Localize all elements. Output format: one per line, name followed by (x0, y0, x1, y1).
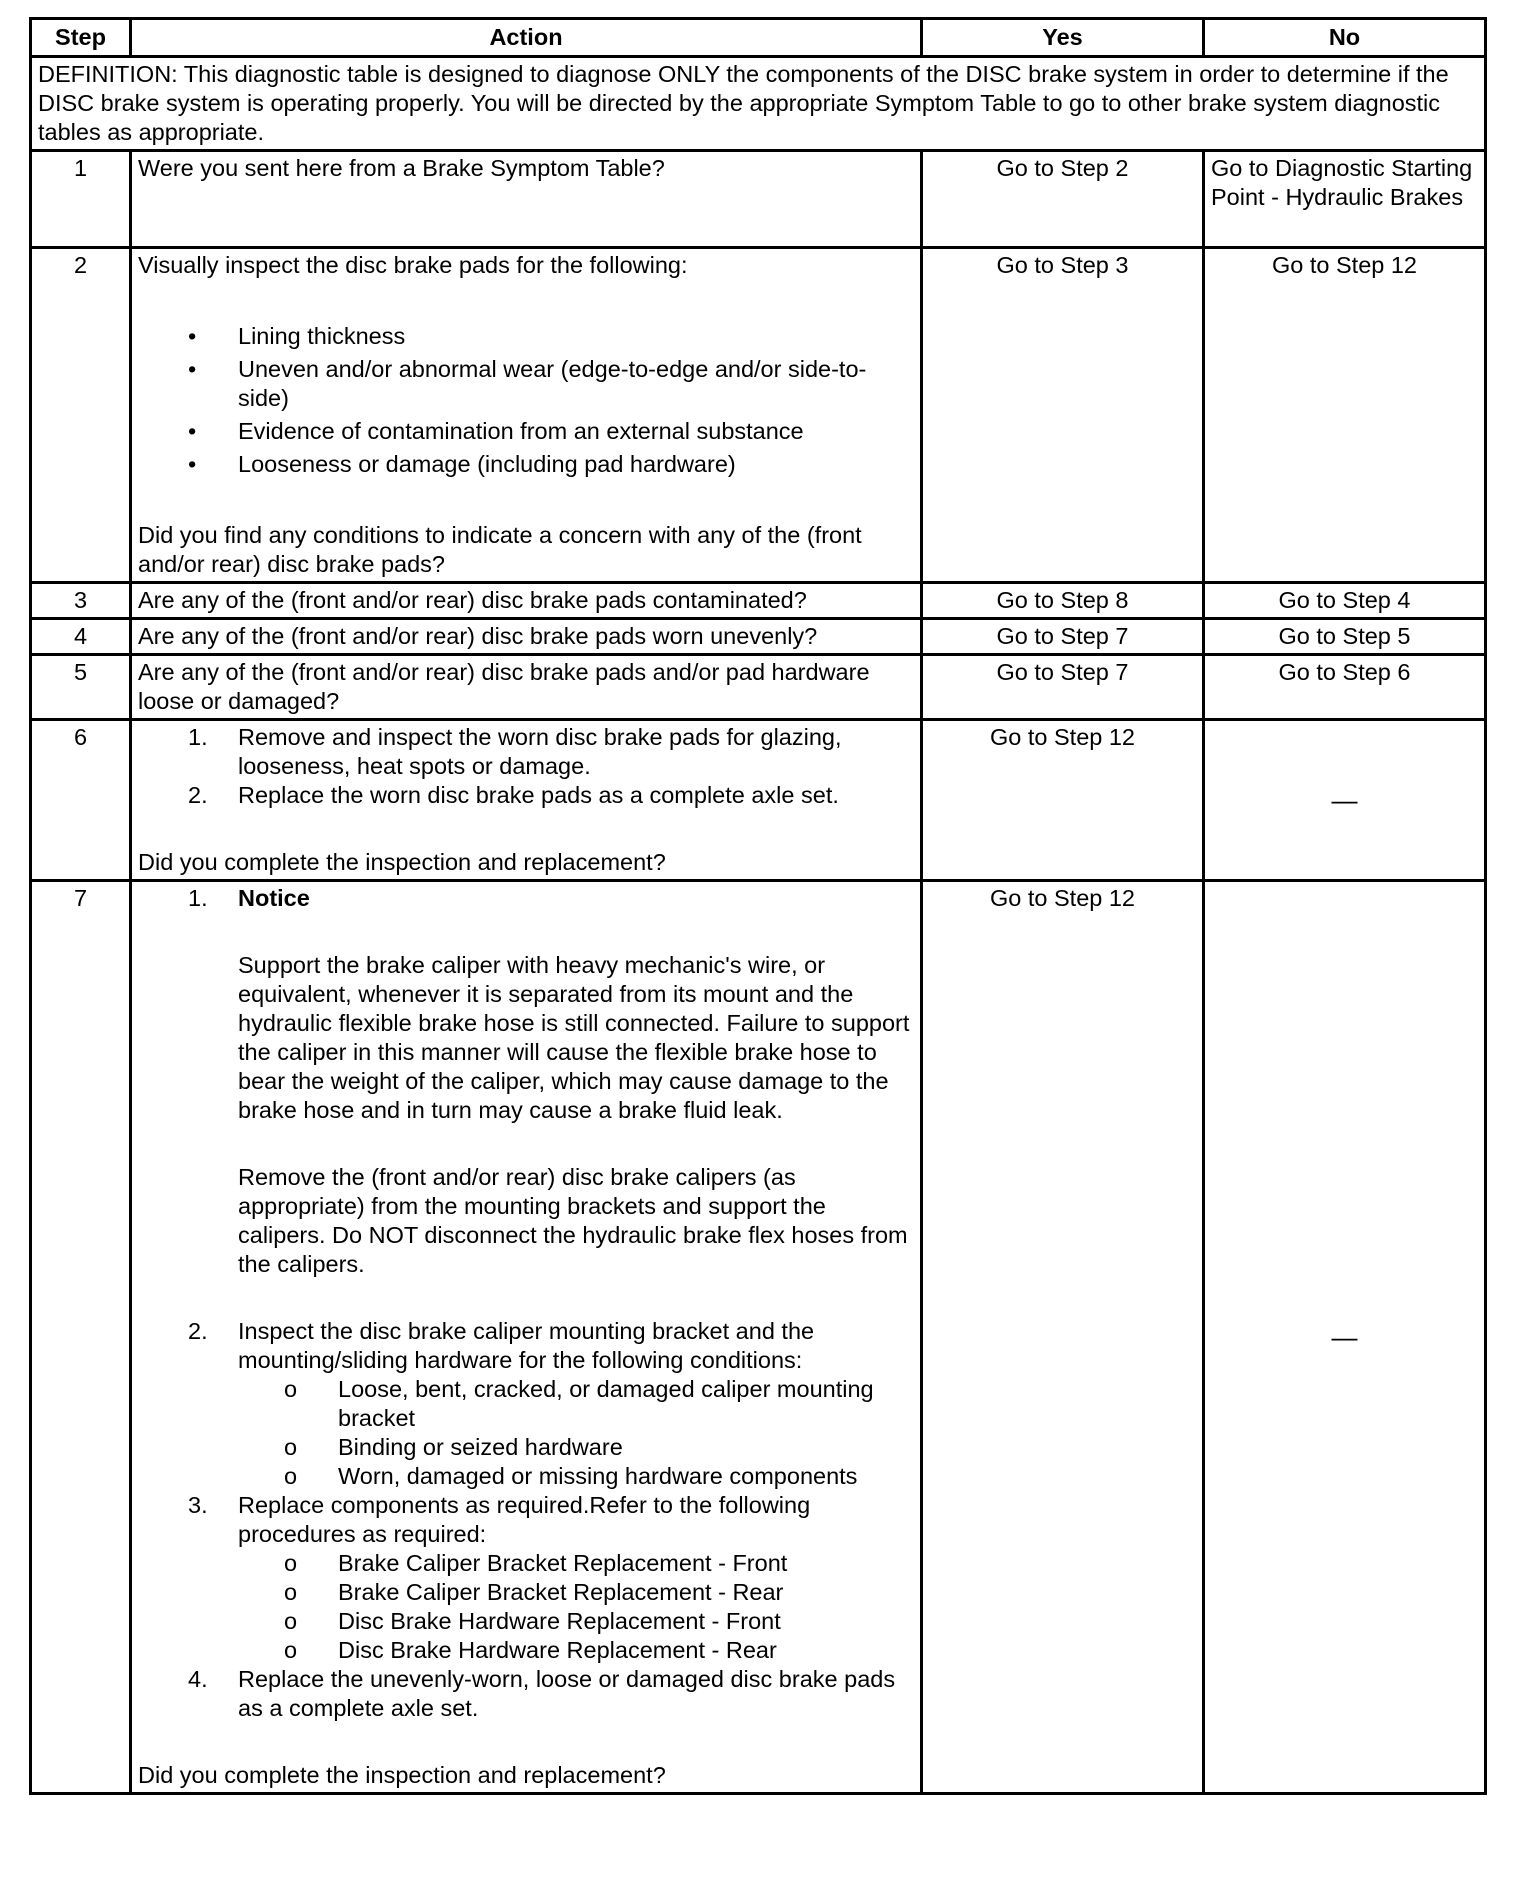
item-number: 2. (188, 1318, 208, 1344)
table-row (31, 248, 1486, 583)
list-item (138, 1665, 914, 1723)
diagnostic-table (29, 17, 1487, 1795)
step-number: 1 (31, 151, 131, 248)
item-number: 3. (188, 1492, 208, 1518)
list-item: • Looseness or damage (including pad hardware) (138, 450, 914, 479)
item-number: 1. (188, 724, 208, 750)
inspection-list (138, 322, 914, 479)
sub-list-item: o Loose, bent, cracked, or damaged caliper mounting bracket (138, 1375, 914, 1433)
table-row (31, 151, 1486, 248)
list-item (138, 781, 914, 810)
action-cell (131, 720, 922, 881)
item-text: Remove the (front and/or rear) disc brake calipers (as appropriate) from the mounting brackets and support the calipers. Do NOT disconnect the hydraulic brake flex hoses from the calipers. (238, 1164, 908, 1277)
sub-list-item: o Worn, damaged or missing hardware components (138, 1462, 914, 1491)
definition-row (31, 57, 1486, 151)
list-item (138, 884, 914, 1317)
item-text: Inspect the disc brake caliper mounting bracket and the mounting/sliding hardware for the following conditions: (238, 1318, 815, 1373)
list-item (138, 1491, 914, 1665)
sub-list-item: o Disc Brake Hardware Replacement - Rear (138, 1636, 914, 1665)
step-number: 2 (31, 248, 131, 583)
step-number: 6 (31, 720, 131, 881)
action-cell: Are any of the (front and/or rear) disc brake pads and/or pad hardware loose or damaged? (131, 655, 922, 720)
sub-list (138, 1375, 914, 1491)
header-no: No (1204, 19, 1486, 57)
action-intro: Visually inspect the disc brake pads for the following: (138, 252, 688, 278)
no-cell: Go to Step 12 (1204, 248, 1486, 583)
header-yes: Yes (922, 19, 1204, 57)
item-number: 1. (188, 885, 208, 911)
no-cell: — (1204, 720, 1486, 881)
step-number: 4 (31, 619, 131, 655)
yes-cell: Go to Step 7 (922, 655, 1204, 720)
step-number: 7 (31, 881, 131, 1794)
list-item: • Evidence of contamination from an external substance (138, 417, 914, 446)
table-row (31, 881, 1486, 1794)
no-cell: — (1204, 881, 1486, 1794)
no-cell: Go to Step 4 (1204, 583, 1486, 619)
yes-cell: Go to Step 8 (922, 583, 1204, 619)
table-row (31, 720, 1486, 881)
action-cell: Are any of the (front and/or rear) disc brake pads worn unevenly? (131, 619, 922, 655)
list-item: • Uneven and/or abnormal wear (edge-to-edge and/or side-to-side) (138, 355, 914, 413)
action-cell (131, 248, 922, 583)
table-row (31, 583, 1486, 619)
table-row (31, 655, 1486, 720)
action-question: Did you find any conditions to indicate a concern with any of the (front and/or rear) disc brake pads? (138, 522, 862, 577)
notice-text: Support the brake caliper with heavy mechanic's wire, or equivalent, whenever it is separated from its mount and the hydraulic flexible brake hose is still connected. Failure to support the caliper in this manner will cause the flexible brake hose to bear the weight of the caliper, which may cause damage to the brake hose and in turn may cause a brake fluid leak. (238, 952, 910, 1123)
sub-list-item: o Binding or seized hardware (138, 1433, 914, 1462)
header-action: Action (131, 19, 922, 57)
step-number: 5 (31, 655, 131, 720)
action-question: Did you complete the inspection and replacement? (138, 1762, 666, 1788)
header-row (31, 19, 1486, 57)
action-question: Did you complete the inspection and replacement? (138, 849, 666, 875)
definition-text: DEFINITION: This diagnostic table is designed to diagnose ONLY the components of the DISC brake system in order to determine if the DISC brake system is operating properly. You will be directed by the appropriate Symptom Table to go to other brake system diagnostic tables as appropriate. (31, 57, 1486, 151)
header-step: Step (31, 19, 131, 57)
yes-cell: Go to Step 7 (922, 619, 1204, 655)
item-text: Replace components as required.Refer to the following procedures as required: (238, 1492, 811, 1547)
procedure-list (138, 884, 914, 1723)
list-item (138, 1317, 914, 1491)
sub-list-item: o Disc Brake Hardware Replacement - Front (138, 1607, 914, 1636)
sub-list (138, 1549, 914, 1665)
no-cell: Go to Diagnostic Starting Point - Hydraulic Brakes (1204, 151, 1486, 248)
item-number: 2. (188, 782, 208, 808)
notice-title: Notice (238, 885, 310, 911)
action-cell (131, 881, 922, 1794)
yes-cell: Go to Step 12 (922, 720, 1204, 881)
list-item (138, 723, 914, 781)
yes-cell: Go to Step 3 (922, 248, 1204, 583)
procedure-list (138, 723, 914, 810)
no-cell: Go to Step 5 (1204, 619, 1486, 655)
action-cell: Are any of the (front and/or rear) disc brake pads contaminated? (131, 583, 922, 619)
item-number: 4. (188, 1666, 208, 1692)
item-text: Replace the unevenly-worn, loose or damaged disc brake pads as a complete axle set. (238, 1666, 896, 1721)
list-item: • Lining thickness (138, 322, 914, 351)
yes-cell: Go to Step 12 (922, 881, 1204, 1794)
step-number: 3 (31, 583, 131, 619)
sub-list-item: o Brake Caliper Bracket Replacement - Rear (138, 1578, 914, 1607)
yes-cell: Go to Step 2 (922, 151, 1204, 248)
item-text: Remove and inspect the worn disc brake pads for glazing, looseness, heat spots or damage. (238, 724, 842, 779)
action-cell: Were you sent here from a Brake Symptom Table? (131, 151, 922, 248)
no-cell: Go to Step 6 (1204, 655, 1486, 720)
table-row (31, 619, 1486, 655)
item-text: Replace the worn disc brake pads as a complete axle set. (238, 782, 839, 808)
sub-list-item: o Brake Caliper Bracket Replacement - Front (138, 1549, 914, 1578)
